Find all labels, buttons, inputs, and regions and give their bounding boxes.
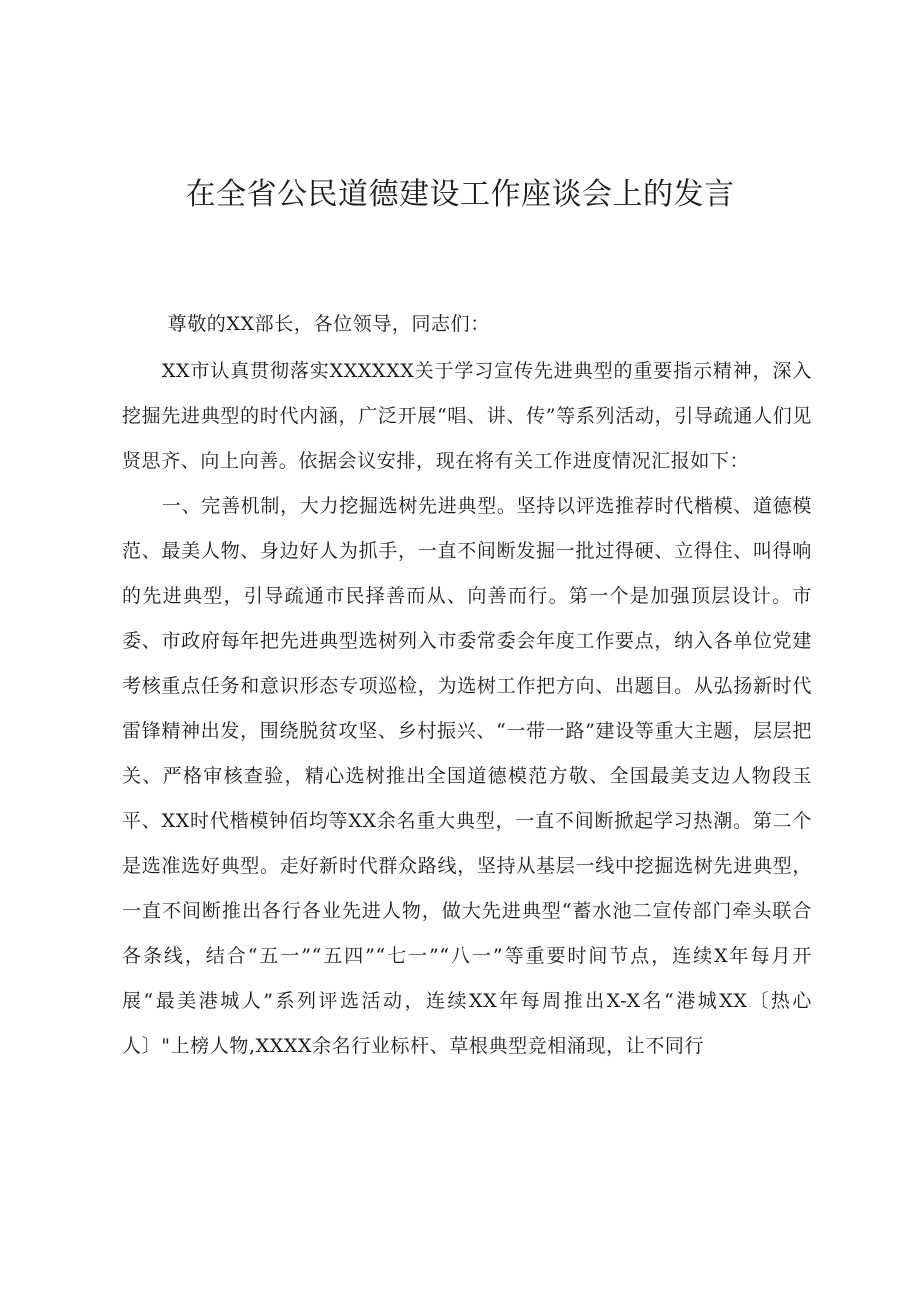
salutation: 尊敬的XX部长，各位领导，同志们： (167, 313, 490, 335)
paragraph-intro: XX市认真贯彻落实XXXXXX关于学习宣传先进典型的重要指示精神，深入挖掘先进典型的时代内涵，广泛开展“唱、讲、传”等系列活动，引导疏通人们见贤思齐、向上向善。依据会议安排，现在将有关工作进度情况汇报如下： (122, 360, 812, 472)
paragraph-section-one: 一、完善机制，大力挖掘选树先进典型。坚持以评选推荐时代楷模、道德模范、最美人物、身边好人为抓手，一直不间断发掘一批过得硬、立得住、叫得响的先进典型，引导疏通市民择善而从、向善而行。第一个是加强顶层设计。市委、市政府每年把先进典型选树列入市委常委会年度工作要点，纳入各单位党建考核重点任务和意识形态专项巡检，为选树工作把方向、出题目。从弘扬新时代雷锋精神出发，围绕脱贫攻坚、乡村振兴、“一带一路”建设等重大主题，层层把关、严格审核查验，精心选树推出全国道德模范方敬、全国最美支边人物段玉平、XX时代楷模钟佰均等XX余名重大典型，一直不间断掀起学习热潮。第二个是选准选好典型。走好新时代群众路线，坚持从基层一线中挖掘选树先进典型，一直不间断推出各行各业先进人物，做大先进典型“蓄水池二宣传部门牵头联合各条线，结合“五一”“五四”“七一”“八一”等重要时间节点，连续X年每月开展“最美港城人”系列评选活动，连续XX年每周推出X-X名“港城XX〔热心人〕"上榜人物,XXXX余名行业标杆、草根典型竞相涌现，让不同行 (122, 495, 812, 1057)
document-body (122, 302, 812, 1069)
document-title: 在全省公民道德建设工作座谈会上的发言 (185, 177, 735, 212)
